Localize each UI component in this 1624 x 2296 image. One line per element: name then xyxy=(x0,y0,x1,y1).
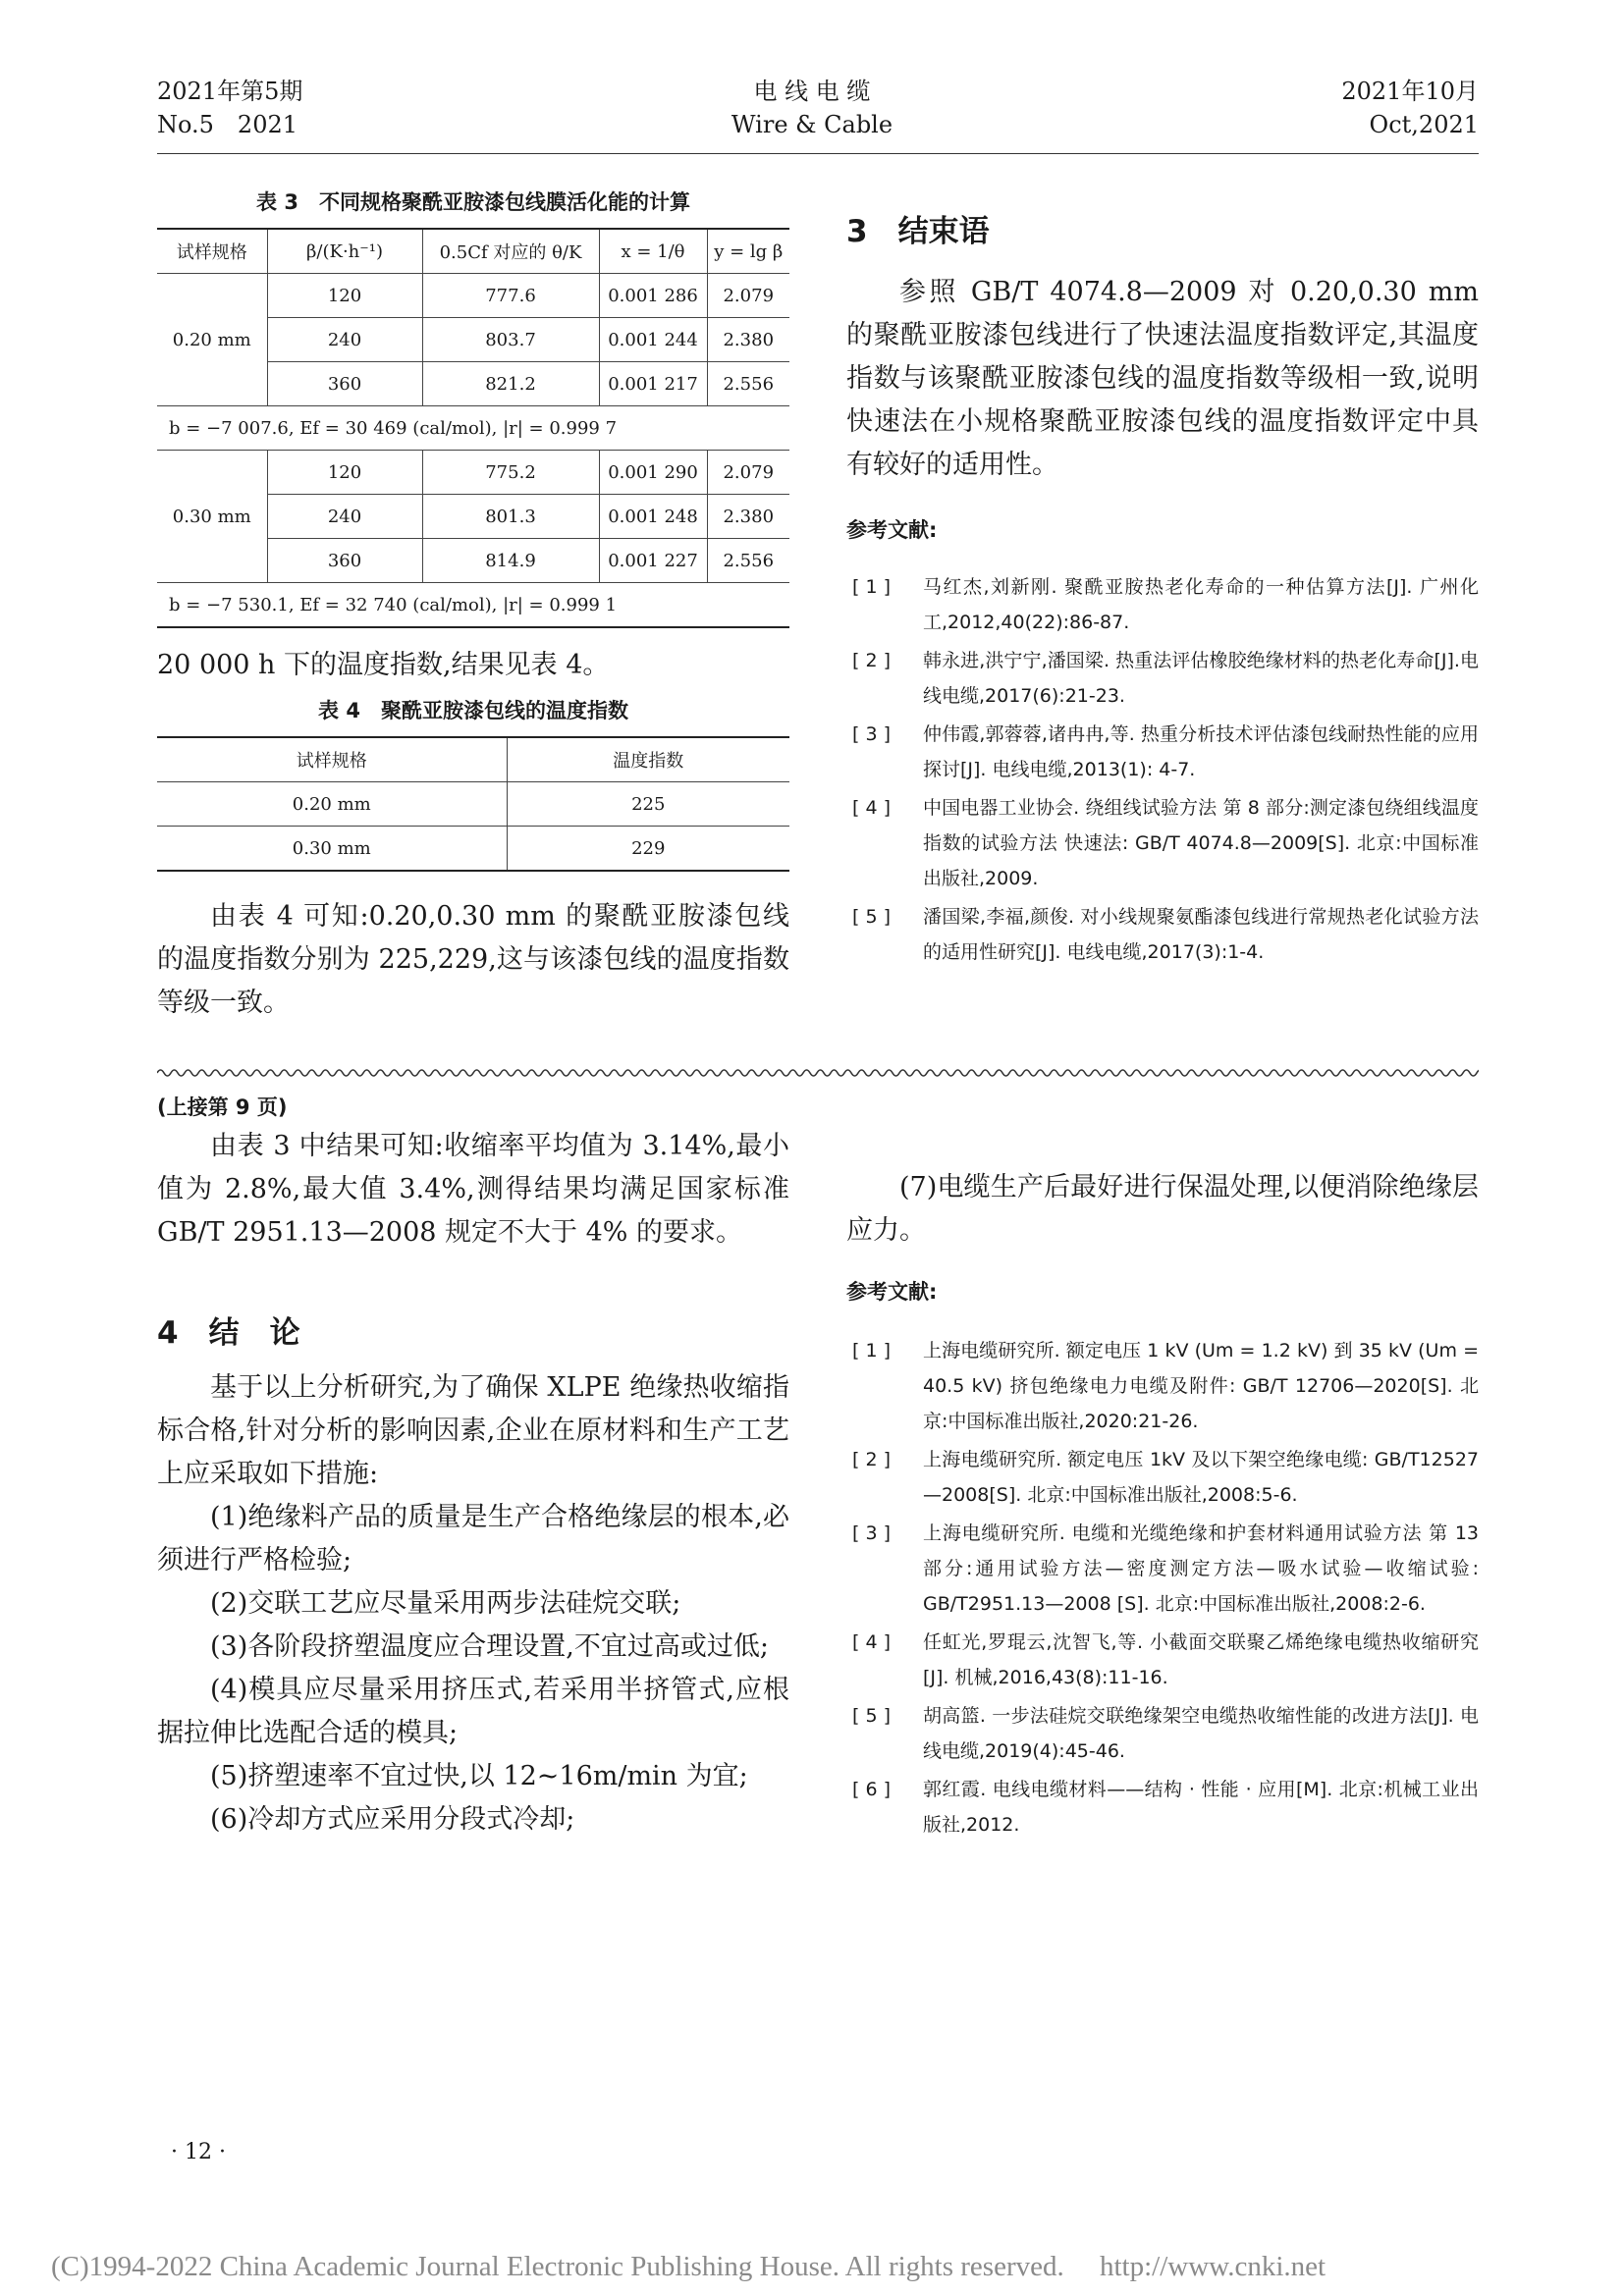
table3-caption: 表 3 不同规格聚酰亚胺漆包线膜活化能的计算 xyxy=(256,190,690,214)
reference-item xyxy=(846,1698,1479,1769)
reference-item xyxy=(846,1772,1479,1842)
reference-text: 中国电器工业协会. 绕组线试验方法 第 8 部分:测定漆包绕组线温度指数的试验方法 快速法: GB/T 4074.8—2009[S]. 北京:中国标准出版社,2009. xyxy=(923,797,1479,889)
lower-right-item7 xyxy=(846,1166,1479,1253)
lower-left-intro xyxy=(157,1125,789,1255)
header-journal xyxy=(616,75,1008,141)
reference-item xyxy=(846,1516,1479,1622)
table3-fit-note: b = −7 530.1, Ef = 32 740 (cal/mol), |r| = 0.999 1 xyxy=(157,583,789,628)
table-cell: 0.001 217 xyxy=(599,362,707,406)
reference-number: [ 4 ] xyxy=(852,797,891,819)
table-cell: 2.079 xyxy=(707,274,789,318)
measure-item: (1)绝缘料产品的质量是生产合格绝缘层的根本,必须进行严格检验; xyxy=(157,1502,789,1575)
left-text-1: 20 000 h 下的温度指数,结果见表 4。 xyxy=(157,650,610,680)
table-row xyxy=(157,451,789,495)
reference-item xyxy=(846,643,1479,714)
refs-bottom-heading: 参考文献: xyxy=(846,1280,938,1304)
refs-bottom-list xyxy=(846,1333,1479,1845)
table-cell: 0.001 290 xyxy=(599,451,707,495)
measure-item: (2)交联工艺应尽量采用两步法硅烷交联; xyxy=(210,1588,681,1619)
table4-caption: 表 4 聚酰亚胺漆包线的温度指数 xyxy=(318,699,628,722)
reference-item xyxy=(846,1625,1479,1695)
table-cell: 0.30 mm xyxy=(157,827,507,872)
table4-header: 温度指数 xyxy=(507,737,789,782)
table-cell: 240 xyxy=(267,495,422,539)
measure-item: (6)冷却方式应采用分段式冷却; xyxy=(210,1804,575,1835)
table-row xyxy=(157,827,789,872)
reference-number: [ 4 ] xyxy=(852,1631,891,1653)
reference-number: [ 5 ] xyxy=(852,906,891,928)
measure-item: (3)各阶段挤塑温度应合理设置,不宜过高或过低; xyxy=(210,1631,769,1662)
table-row xyxy=(157,406,789,451)
table-cell: 0.001 244 xyxy=(599,318,707,362)
table-cell: 777.6 xyxy=(422,274,599,318)
table3-header: β/(K·h⁻¹) xyxy=(267,229,422,274)
table-cell: 775.2 xyxy=(422,451,599,495)
reference-item xyxy=(846,1333,1479,1439)
table-cell: 2.079 xyxy=(707,451,789,495)
table-cell: 0.001 248 xyxy=(599,495,707,539)
table3-header: y = lg β xyxy=(707,229,789,274)
table3-header: x = 1/θ xyxy=(599,229,707,274)
reference-number: [ 3 ] xyxy=(852,1522,891,1544)
table-cell: 120 xyxy=(267,274,422,318)
reference-number: [ 1 ] xyxy=(852,1340,891,1362)
table-cell: 2.556 xyxy=(707,539,789,583)
table-row xyxy=(157,782,789,827)
header-issue xyxy=(157,75,302,141)
table-cell: 821.2 xyxy=(422,362,599,406)
reference-item xyxy=(846,569,1479,640)
reference-number: [ 1 ] xyxy=(852,576,891,598)
reference-number: [ 3 ] xyxy=(852,723,891,745)
table-row xyxy=(157,583,789,628)
continued-label: (上接第 9 页) xyxy=(157,1095,288,1119)
reference-text: 潘国梁,李福,颜俊. 对小线规聚氨酯漆包线进行常规热老化试验方法的适用性研究[J]. 电线电缆,2017(3):1-4. xyxy=(923,906,1479,963)
measure-item: (4)模具应尽量采用挤压式,若采用半挤管式,应根据拉伸比选配合适的模具; xyxy=(157,1675,789,1748)
header-date-cn: 2021年10月 xyxy=(1341,78,1479,105)
table3-header-row xyxy=(157,229,789,274)
table-cell: 120 xyxy=(267,451,422,495)
section4-title: 4 结 论 xyxy=(157,1315,300,1351)
header-date xyxy=(1086,75,1479,141)
reference-number: [ 6 ] xyxy=(852,1779,891,1800)
table-cell: 2.556 xyxy=(707,362,789,406)
reference-text: 上海电缆研究所. 额定电压 1kV 及以下架空绝缘电缆: GB/T12527—2008[S]. 北京:中国标准出版社,2008:5-6. xyxy=(923,1449,1479,1506)
table3 xyxy=(157,228,789,628)
table-cell: 2.380 xyxy=(707,495,789,539)
table4-header-row xyxy=(157,737,789,782)
table3-spec: 0.30 mm xyxy=(157,451,267,583)
table-cell: 814.9 xyxy=(422,539,599,583)
table3-fit-note: b = −7 007.6, Ef = 30 469 (cal/mol), |r| = 0.999 7 xyxy=(157,406,789,451)
reference-text: 韩永进,洪宁宁,潘国梁. 热重法评估橡胶绝缘材料的热老化寿命[J].电线电缆,2017(6):21-23. xyxy=(923,650,1479,707)
table-cell: 0.001 227 xyxy=(599,539,707,583)
conclusion-table4-paragraph: 由表 4 可知:0.20,0.30 mm 的聚酰亚胺漆包线的温度指数分别为 225,229,这与该漆包线的温度指数等级一致。 xyxy=(157,901,789,1018)
table-row xyxy=(157,274,789,318)
section4-lead: 基于以上分析研究,为了确保 XLPE 绝缘热收缩指标合格,针对分析的影响因素,企业在原材料和生产工艺上应采取如下措施: xyxy=(157,1372,789,1489)
copyright-footer: (C)1994-2022 China Academic Journal Electronic Publishing House. All rights reserved. http://www.cnki.net xyxy=(51,2251,1326,2282)
reference-text: 郭红霞. 电线电缆材料——结构 · 性能 · 应用[M]. 北京:机械工业出版社,2012. xyxy=(923,1779,1479,1836)
table4-header: 试样规格 xyxy=(157,737,507,782)
section4-body xyxy=(157,1366,789,1842)
header-issue-cn: 2021年第5期 xyxy=(157,78,303,105)
page-number: · 12 · xyxy=(171,2140,226,2164)
refs-top-list xyxy=(846,569,1479,973)
section3-body xyxy=(846,271,1479,487)
reference-number: [ 2 ] xyxy=(852,1449,891,1470)
intro-paragraph: 由表 3 中结果可知:收缩率平均值为 3.14%,最小值为 2.8%,最大值 3.4%,测得结果均满足国家标准 GB/T 2951.13—2008 规定不大于 4% 的要求。 xyxy=(157,1131,789,1248)
table3-header: 试样规格 xyxy=(157,229,267,274)
reference-number: [ 2 ] xyxy=(852,650,891,671)
table-cell: 229 xyxy=(507,827,789,872)
header-journal-cn: 电 线 电 缆 xyxy=(753,78,871,105)
reference-number: [ 5 ] xyxy=(852,1705,891,1727)
reference-item xyxy=(846,717,1479,787)
table-cell: 801.3 xyxy=(422,495,599,539)
table-cell: 0.20 mm xyxy=(157,782,507,827)
left-text-2 xyxy=(157,895,789,1025)
table-cell: 0.001 286 xyxy=(599,274,707,318)
header-issue-en: No.5 2021 xyxy=(157,111,298,138)
reference-text: 任虹光,罗琨云,沈智飞,等. 小截面交联聚乙烯绝缘电缆热收缩研究[J]. 机械,2016,43(8):11-16. xyxy=(923,1631,1479,1688)
table-cell: 360 xyxy=(267,362,422,406)
reference-text: 仲伟霞,郭蓉蓉,诸冉冉,等. 热重分析技术评估漆包线耐热性能的应用探讨[J]. 电线电缆,2013(1): 4-7. xyxy=(923,723,1479,780)
measure-item: (5)挤塑速率不宜过快,以 12~16m/min 为宜; xyxy=(210,1761,748,1791)
reference-item xyxy=(846,790,1479,896)
table-cell: 803.7 xyxy=(422,318,599,362)
header-date-en: Oct,2021 xyxy=(1369,111,1479,138)
table4 xyxy=(157,736,789,872)
table3-spec: 0.20 mm xyxy=(157,274,267,406)
reference-text: 马红杰,刘新刚. 聚酰亚胺热老化寿命的一种估算方法[J]. 广州化工,2012,40(22):86-87. xyxy=(923,576,1479,633)
table-cell: 2.380 xyxy=(707,318,789,362)
table-cell: 240 xyxy=(267,318,422,362)
table3-header: 0.5Cf 对应的 θ/K xyxy=(422,229,599,274)
reference-text: 上海电缆研究所. 电缆和光缆绝缘和护套材料通用试验方法 第 13 部分:通用试验方法—密度测定方法—吸水试验—收缩试验: GB/T2951.13—2008 [S]. 北京:中国标准出版社,2008:2-6. xyxy=(923,1522,1479,1615)
measure-item: (7)电缆生产后最好进行保温处理,以便消除绝缘层应力。 xyxy=(846,1172,1479,1246)
section3-title: 3 结束语 xyxy=(846,214,990,249)
reference-item xyxy=(846,899,1479,970)
refs-top-heading: 参考文献: xyxy=(846,518,938,542)
reference-text: 胡高篮. 一步法硅烷交联绝缘架空电缆热收缩性能的改进方法[J]. 电线电缆,2019(4):45-46. xyxy=(923,1705,1479,1762)
reference-text: 上海电缆研究所. 额定电压 1 kV (Um = 1.2 kV) 到 35 kV (Um = 40.5 kV) 挤包绝缘电力电缆及附件: GB/T 12706—2020[S]. 北京:中国标准出版社,2020:21-26. xyxy=(923,1340,1479,1432)
table-cell: 360 xyxy=(267,539,422,583)
reference-item xyxy=(846,1442,1479,1513)
section3-paragraph: 参照 GB/T 4074.8—2009 对 0.20,0.30 mm 的聚酰亚胺漆包线进行了快速法温度指数评定,其温度指数与该聚酰亚胺漆包线的温度指数等级相一致,说明快速法在小规格聚酰亚胺漆包线的温度指数评定中具有较好的适用性。 xyxy=(846,277,1479,480)
header-rule xyxy=(157,153,1479,154)
header-journal-en: Wire & Cable xyxy=(731,111,893,138)
wavy-divider xyxy=(157,1066,1479,1080)
table-cell: 225 xyxy=(507,782,789,827)
